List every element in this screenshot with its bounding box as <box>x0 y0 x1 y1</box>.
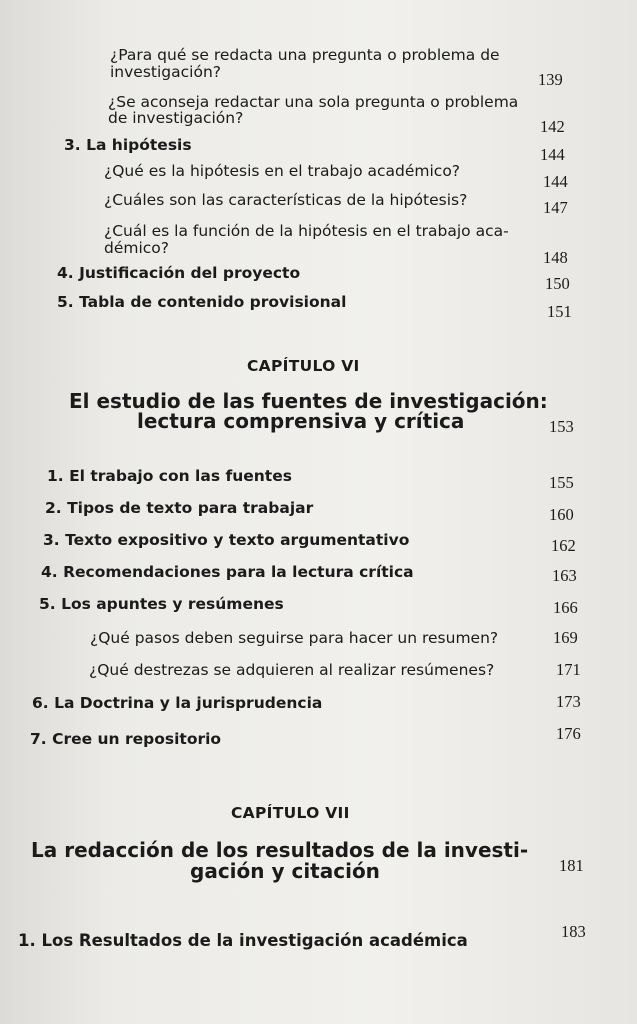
toc-section-heading: 7. Cree un repositorio <box>30 730 222 748</box>
toc-page-number: 173 <box>556 692 581 711</box>
toc-entry-line: ¿Qué destrezas se adquieren al realizar resúmenes? <box>89 661 495 679</box>
toc-entry-line: ¿Cuál es la función de la hipótesis en el trabajo aca- <box>104 222 509 240</box>
toc-page-number: 144 <box>543 172 568 191</box>
toc-section-heading: 3. La hipótesis <box>64 136 192 154</box>
toc-page-number: 150 <box>545 274 570 293</box>
toc-page-number: 147 <box>543 198 568 217</box>
toc-entry-line: ¿Qué es la hipótesis en el trabajo académico? <box>104 162 461 180</box>
toc-page-number: 171 <box>556 660 581 679</box>
toc-section-heading: 4. Justificación del proyecto <box>57 264 301 282</box>
toc-section-heading: 6. La Doctrina y la jurisprudencia <box>32 694 323 712</box>
toc-entry-line: ¿Para qué se redacta una pregunta o problema de <box>110 46 500 64</box>
toc-section-heading: 3. Texto expositivo y texto argumentativo <box>43 531 410 549</box>
chapter-title-line: El estudio de las fuentes de investigación: <box>69 389 548 413</box>
toc-page-number: 162 <box>551 536 576 555</box>
toc-page-number: 139 <box>538 70 563 89</box>
toc-page-number: 166 <box>553 598 578 617</box>
toc-page-number: 163 <box>552 566 577 585</box>
toc-entry-line: démico? <box>104 239 170 257</box>
toc-page-number: 153 <box>549 417 574 436</box>
toc-section-heading: 1. Los Resultados de la investigación académica <box>18 931 468 950</box>
toc-entry-line: investigación? <box>110 63 221 81</box>
chapter-title-line: La redacción de los resultados de la investi- <box>31 838 529 862</box>
toc-page-number: 151 <box>547 302 572 321</box>
toc-section-heading: 5. Los apuntes y resúmenes <box>39 595 284 613</box>
toc-section-heading: 4. Recomendaciones para la lectura crítica <box>41 563 414 581</box>
toc-page-number: 176 <box>556 724 581 743</box>
toc-page-number: 183 <box>561 922 586 941</box>
toc-entry-line: de investigación? <box>108 109 244 127</box>
chapter-title-line: gación y citación <box>190 859 380 883</box>
toc-section-heading: 1. El trabajo con las fuentes <box>47 467 292 485</box>
toc-page-number: 160 <box>549 505 574 524</box>
toc-section-heading: 2. Tipos de texto para trabajar <box>45 499 314 517</box>
toc-section-heading: 5. Tabla de contenido provisional <box>57 293 347 311</box>
toc-page-number: 155 <box>549 473 574 492</box>
chapter-label: CAPÍTULO VII <box>231 804 350 822</box>
toc-page-number: 144 <box>540 145 565 164</box>
toc-page-number: 181 <box>559 856 584 875</box>
chapter-title-line: lectura comprensiva y crítica <box>137 409 465 433</box>
toc-entry-line: ¿Cuáles son las características de la hipótesis? <box>104 191 468 209</box>
toc-entry-line: ¿Se aconseja redactar una sola pregunta o problema <box>108 93 519 111</box>
toc-page-number: 148 <box>543 248 568 267</box>
chapter-label: CAPÍTULO VI <box>247 357 360 375</box>
toc-entry-line: ¿Qué pasos deben seguirse para hacer un resumen? <box>90 629 499 647</box>
toc-page-number: 142 <box>540 117 565 136</box>
toc-page-number: 169 <box>553 628 578 647</box>
